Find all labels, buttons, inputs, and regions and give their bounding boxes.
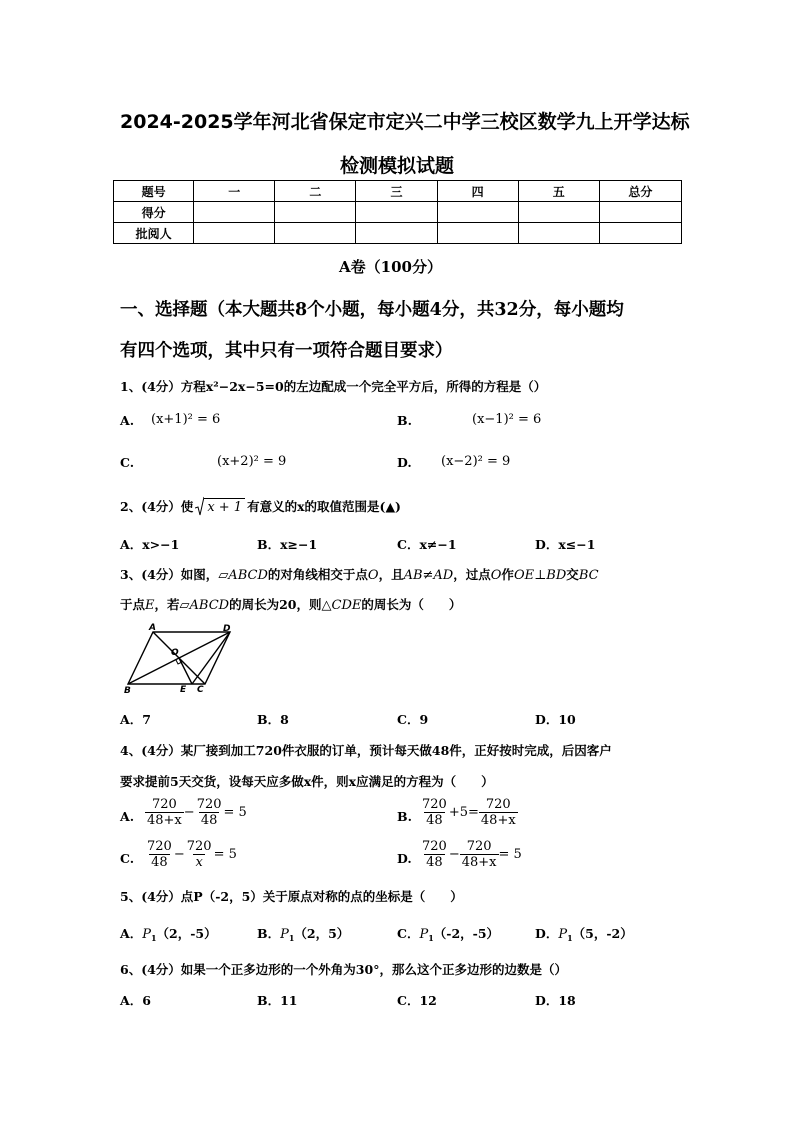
label-b: B [124, 686, 131, 694]
numerator: 720 [147, 839, 172, 854]
q6-stem: 6、(4分）如果一个正多边形的一个外角为30°，那么这个正多边形的边数是（） [120, 962, 567, 977]
score-cell [518, 202, 599, 223]
score-table-header-cell: 二 [275, 181, 356, 202]
q3-text: ，若 [154, 597, 180, 612]
score-table-row [114, 202, 682, 223]
label-e: E [180, 685, 187, 694]
q4-option-d-label: D. [397, 851, 412, 866]
label-o: O [171, 648, 179, 658]
q6-option-a: A．6 [120, 993, 151, 1008]
q1-option-c-expr: (x+2)² = 9 [217, 454, 287, 469]
operator: − [183, 805, 195, 820]
fraction [420, 797, 449, 828]
score-cell [437, 202, 518, 223]
option-label: B． [257, 926, 281, 941]
score-cell [599, 223, 681, 244]
equals-part: = 5 [213, 847, 237, 862]
q6-option-d: D．18 [535, 993, 576, 1008]
q4-stem-line1: 4、(4分）某厂接到加工720件衣服的订单，预计每天做48件，正好按时完成，后因客户 [120, 743, 612, 758]
q3-text: ，且 [378, 567, 404, 582]
q1-option-a-label: A. [120, 413, 135, 428]
score-table-row [114, 223, 682, 244]
score-table-header-cell: 总分 [599, 181, 681, 202]
q3-math: AB≠AD [403, 568, 454, 583]
denominator: 48 [426, 855, 443, 870]
option-label: C． [397, 926, 420, 941]
q3-math: ▱ABCD [179, 598, 230, 613]
point-subscript: 1 [567, 933, 573, 943]
page-title-line1: 2024-2025学年河北省保定市定兴二中学三校区数学九上开学达标 [120, 111, 690, 133]
q2-stem [120, 496, 401, 516]
q3-option-d: D．10 [535, 712, 576, 727]
fraction [195, 797, 224, 828]
score-table-header-cell: 四 [437, 181, 518, 202]
q2-option-d: D．x≤−1 [535, 537, 596, 552]
q5-option-d [535, 924, 633, 943]
point-p: P [142, 927, 151, 942]
score-cell [518, 223, 599, 244]
q1-option-b-label: B. [397, 413, 412, 428]
q4-option-a-expr [145, 797, 247, 828]
point-p: P [558, 927, 568, 942]
point-subscript: 1 [288, 933, 295, 943]
q4-option-b-expr [420, 797, 518, 828]
numerator: 720 [466, 839, 492, 854]
parallelogram-figure [120, 622, 240, 694]
radical-sign-icon [195, 496, 204, 516]
label-a: A [149, 623, 156, 633]
fraction [145, 839, 174, 870]
q3-text: ，过点 [453, 567, 491, 582]
q4-option-a-label: A. [120, 809, 135, 824]
equals-part: = 5 [498, 847, 522, 862]
q3-stem-line1 [120, 565, 599, 583]
score-table-header-cell: 五 [518, 181, 599, 202]
score-cell [599, 202, 681, 223]
score-cell [275, 202, 356, 223]
fraction [460, 839, 499, 870]
point-subscript: 1 [150, 933, 157, 943]
q3-option-b: B．8 [257, 712, 289, 727]
q3-math: BC [578, 568, 599, 583]
q4-stem-line2: 要求提前5天交货，设每天应多做x件，则x应满足的方程为（ ） [120, 774, 494, 789]
segment-de [192, 632, 230, 684]
coordinate: （-2，-5） [433, 926, 500, 941]
numerator: 720 [422, 839, 447, 854]
numerator: 720 [485, 797, 511, 812]
fraction [185, 839, 214, 870]
fraction [479, 797, 518, 828]
denominator: 48 [426, 813, 443, 828]
q5-option-a [120, 924, 217, 943]
coordinate: （2，-5） [156, 926, 217, 941]
operator: − [448, 847, 460, 862]
q1-option-c-label: C. [120, 455, 135, 470]
q3-math: ▱ABCD [218, 568, 268, 583]
score-cell [275, 223, 356, 244]
q1-option-d-label: D. [397, 455, 412, 470]
operator: − [173, 847, 185, 862]
q3-text: 的对角线相交于点 [267, 567, 368, 582]
section1-heading-line1: 一、选择题（本大题共8个小题，每小题4分，共32分，每小题均 [120, 300, 624, 320]
q3-text: 于点 [120, 597, 146, 612]
numerator: 720 [151, 797, 177, 812]
point-p: P [280, 927, 289, 942]
denominator: 48+x [480, 813, 516, 828]
q2-option-c: C．x≠−1 [397, 537, 457, 552]
denominator: x [195, 855, 203, 870]
q5-stem: 5、(4分）点P（-2，5）关于原点对称的点的坐标是（ ） [120, 889, 463, 904]
numerator: 720 [422, 797, 447, 812]
q3-text: 的周长为20，则 [229, 597, 322, 612]
section1-heading-line2: 有四个选项，其中只有一项符合题目要求） [120, 341, 453, 361]
q1-stem: 1、(4分）方程x²−2x−5=0的左边配成一个完全平方后，所得的方程是（） [120, 379, 547, 394]
q3-math: E [145, 598, 155, 613]
q5-option-c [397, 924, 499, 943]
q2-option-b: B．x≥−1 [257, 537, 318, 552]
fraction [145, 797, 184, 828]
score-cell [356, 223, 437, 244]
operator: = [468, 805, 479, 820]
q3-math: △CDE [321, 598, 362, 613]
denominator: 48+x [461, 855, 497, 870]
page-title-line2: 检测模拟试题 [340, 155, 455, 177]
point-p: P [419, 927, 429, 942]
score-table-header-cell: 题号 [114, 181, 194, 202]
q3-math: OE⊥BD [513, 568, 567, 583]
q3-text: 交 [566, 567, 579, 582]
segment-oe [179, 658, 192, 684]
coordinate: （5，-2） [572, 926, 633, 941]
q3-option-c: C．9 [397, 712, 429, 727]
score-cell [437, 223, 518, 244]
section-a-heading: A卷（100分） [339, 258, 442, 276]
score-cell [194, 202, 275, 223]
score-table-header-cell: 三 [356, 181, 437, 202]
label-d: D [223, 624, 231, 634]
numerator: 720 [196, 797, 222, 812]
denominator: 48 [200, 813, 218, 828]
option-label: D． [535, 926, 559, 941]
q3-text: 作 [501, 567, 514, 582]
coordinate: （2，5） [294, 926, 350, 941]
q4-option-b-label: B. [397, 809, 412, 824]
q3-text: 3、(4分）如图， [120, 567, 219, 582]
score-table [113, 180, 682, 244]
q1-option-d-expr: (x−2)² = 9 [441, 454, 511, 469]
q4-option-d-expr [420, 839, 522, 870]
denominator: 48 [151, 855, 168, 870]
score-row-label: 得分 [114, 202, 194, 223]
label-c: C [197, 685, 204, 694]
q3-math: O [367, 568, 379, 583]
q5-option-b [257, 924, 349, 943]
q6-option-b: B．11 [257, 993, 298, 1008]
sqrt-symbol [195, 496, 245, 516]
figure-lines [128, 632, 230, 684]
q2-option-a: A．x>−1 [120, 537, 180, 552]
numerator: 720 [186, 839, 212, 854]
q4-option-c-expr [145, 839, 237, 870]
q2-sqrt-expr: x + 1 [204, 498, 245, 516]
q3-stem-line2 [120, 595, 461, 613]
equals-part: = 5 [223, 805, 247, 820]
q3-option-a: A．7 [120, 712, 151, 727]
score-cell [194, 223, 275, 244]
operator: +5 [448, 805, 468, 820]
q3-text: 的周长为（ ） [361, 597, 462, 612]
q1-option-a-expr: (x+1)² = 6 [151, 412, 221, 427]
score-row-label: 批阅人 [114, 223, 194, 244]
q2-stem-post: 有意义的x的取值范围是(▲) [247, 499, 401, 514]
score-table-header-row [114, 181, 682, 202]
score-cell [356, 202, 437, 223]
q2-stem-pre: 2、(4分）使 [120, 499, 194, 514]
q4-option-c-label: C. [120, 851, 135, 866]
option-label: A． [120, 926, 143, 941]
q6-option-c: C．12 [397, 993, 437, 1008]
q3-math: O [490, 568, 502, 583]
score-table-header-cell: 一 [194, 181, 275, 202]
fraction [420, 839, 449, 870]
q1-option-b-expr: (x−1)² = 6 [472, 412, 542, 427]
point-subscript: 1 [428, 933, 434, 943]
denominator: 48+x [147, 813, 182, 828]
